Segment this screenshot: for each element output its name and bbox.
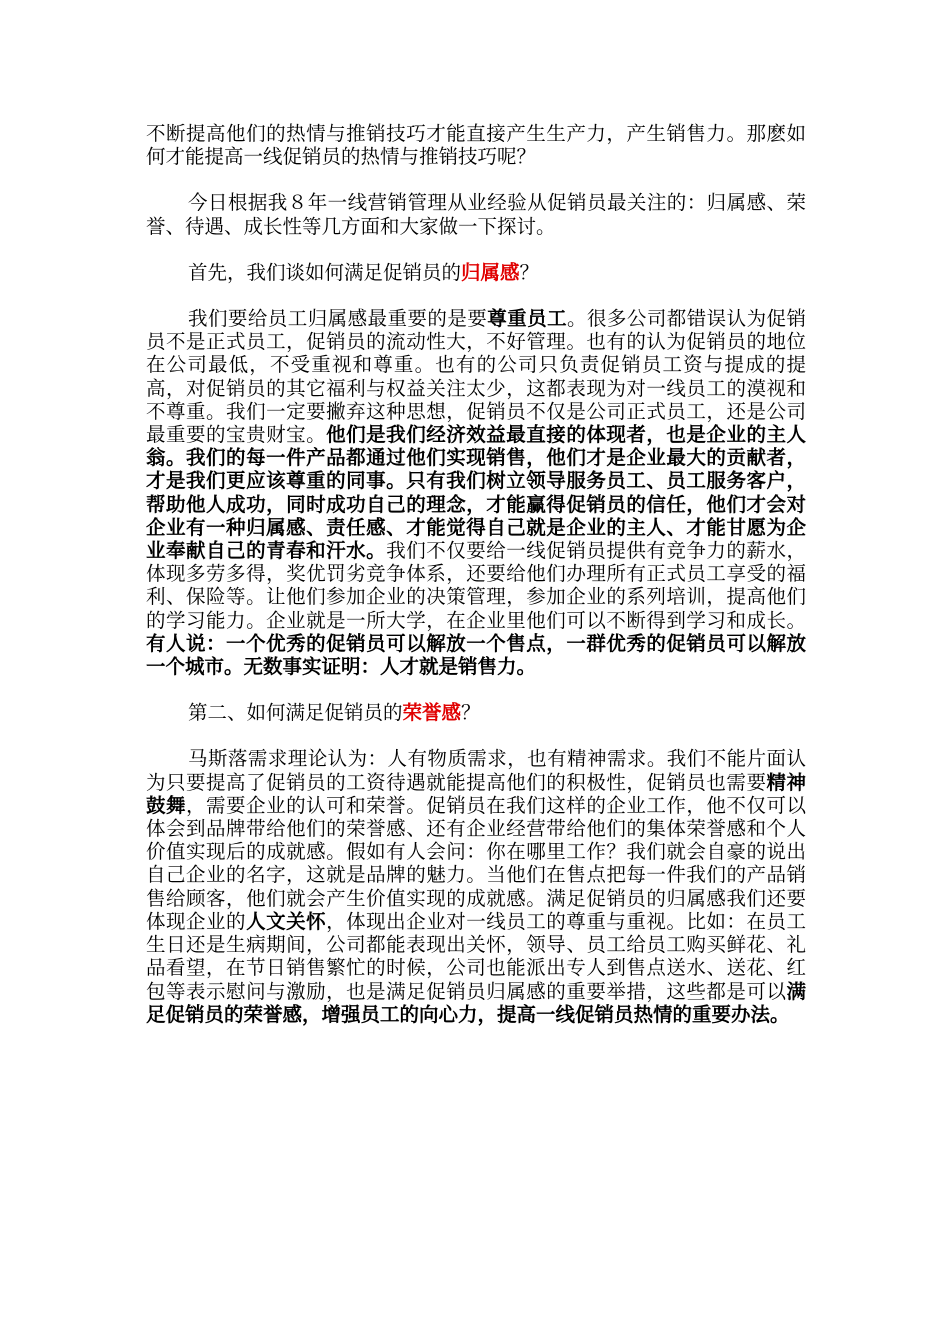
paragraph-overview (146, 191, 806, 237)
document-page (146, 122, 806, 1049)
bold-text: 满足促销员的荣誉感，增强员工的向心力，提高一线促销员热情的重要办法。 (146, 979, 806, 1026)
heading-suffix: ？ (519, 260, 540, 284)
heading-highlight: 荣誉感 (402, 701, 462, 725)
paragraph-text: 我们不仅要给一线促销员提供有竞争力的薪水，体现多劳多得，奖优罚劣竞争体系，还要给他们办理所有正式员工享受的福利、保险等。让他们参加企业的决策管理，参加企业的系列培训，提高他们的学习能力。企业就是一所大学，在企业里他们可以不断得到学习和成长。 (146, 539, 806, 632)
heading-highlight: 归属感 (461, 260, 520, 284)
paragraph-text: 今日根据我８年一线营销管理从业经验从促销员最关注的：归属感、荣誉、待遇、成长性等几方面和大家做一下探讨。 (146, 191, 806, 238)
section-heading-belonging (146, 261, 806, 284)
bold-text: 精神鼓舞 (146, 770, 806, 817)
section-heading-honor (146, 701, 806, 724)
paragraph-belonging (146, 307, 806, 678)
bold-text: 他们是我们经济效益最直接的体现者，也是企业的主人翁。我们的每一件产品都通过他们实现销售，他们才是企业最大的贡献者，才是我们更应该尊重的同事。只有我们树立领导服务员工、员工服务客户，帮助他人成功，同时成功自己的理念，才能赢得促销员的信任，他们才会对企业有一种归属感、责任感、才能觉得自己就是企业的主人、才能甘愿为企业奉献自己的青春和汗水。 (146, 423, 806, 563)
paragraph-text: 。很多公司都错误认为促销员不是正式员工，促销员的流动性大，不好管理。也有的认为促销员的地位在公司最低，不受重视和尊重。也有的公司只负责促销员工资与提成的提高，对促销员的其它福利与权益关注太少，这都表现为对一线员工的漠视和不尊重。我们一定要撇弃这种思想，促销员不仅是公司正式员工，还是公司最重要的宝贵财宝。 (146, 307, 806, 447)
bold-text: 尊重员工 (487, 307, 568, 331)
heading-text: 第二、如何满足促销员的 (188, 701, 403, 725)
paragraph-text: ，体现出企业对一线员工的尊重与重视。比如：在员工生日还是生病期间，公司都能表现出关怀，领导、员工给员工购买鲜花、礼品看望，在节日销售繁忙的时候，公司也能派出专人到售点送水、送花、红包等表示慰问与激励，也是满足促销员归属感的重要举措，这些都是可以 (146, 909, 806, 1003)
paragraph-honor (146, 747, 806, 1025)
paragraph-text: ，需要企业的认可和荣誉。促销员在我们这样的企业工作，他不仅可以体会到品牌带给他们的荣誉感、还有企业经营带给他们的集体荣誉感和个人价值实现后的成就感。假如有人会问：你在哪里工作？我们就会自豪的说出自己企业的名字，这就是品牌的魅力。当他们在售点把每一件我们的产品销售给顾客，他们就会产生价值实现的成就感。满足促销员的归属感我们还要体现企业的 (146, 793, 806, 933)
paragraph-text: 马斯落需求理论认为：人有物质需求，也有精神需求。我们不能片面认为只要提高了促销员的工资待遇就能提高他们的积极性，促销员也需要 (146, 747, 806, 794)
paragraph-text: 我们要给员工归属感最重要的是要 (188, 307, 488, 331)
bold-text: 有人说：一个优秀的促销员可以解放一个售点，一群优秀的促销员可以解放一个城市。无数事实证明：人才就是销售力。 (146, 631, 806, 679)
paragraph-intro-continuation (146, 122, 806, 168)
heading-text: 首先，我们谈如何满足促销员的 (188, 260, 462, 284)
bold-text: 人文关怀 (246, 909, 327, 933)
heading-suffix: ？ (461, 701, 481, 725)
paragraph-text: 不断提高他们的热情与推销技巧才能直接产生生产力，产生销售力。那麽如何才能提高一线促销员的热情与推销技巧呢？ (146, 122, 806, 169)
